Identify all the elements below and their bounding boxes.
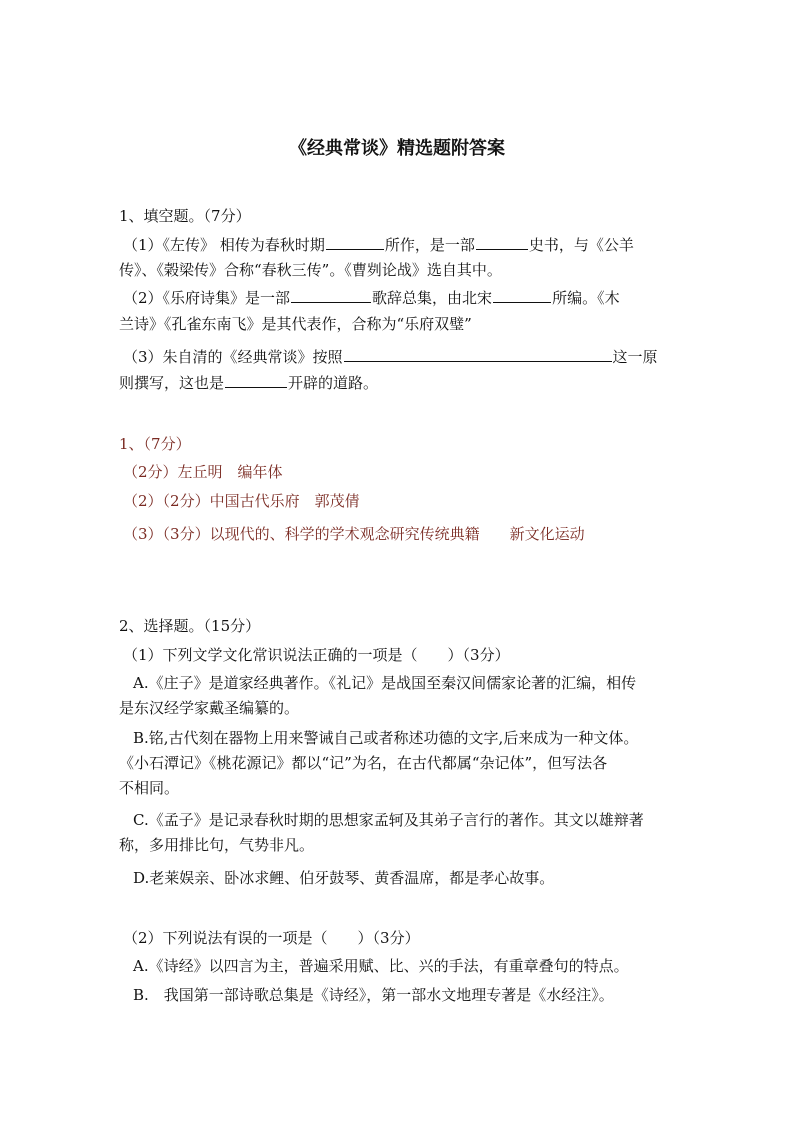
q1-part1-line2: 传》、《榖梁传》合称“春秋三传”。《曹刿论战》选自其中。 [119, 261, 502, 279]
q1-text: 这一原 [612, 348, 658, 366]
q1-text: 所编。《木 [552, 289, 620, 307]
q1-text: 史书，与《公羊 [528, 236, 634, 254]
q2-sub2-option-a: A.《诗经》以四言为主，普遍采用赋、比、兴的手法，有重章叠句的特点。 [133, 957, 629, 975]
q1-part3-line1 [119, 343, 678, 371]
q2-sub1-option-b-cont: 《小石潭记》《桃花源记》都以“记”为名，在古代都属“杂记体”，但写法各 [119, 754, 608, 772]
q2-sub1-option-d: D.老莱娱亲、卧冰求鲤、伯牙鼓琴、黄香温席，都是孝心故事。 [133, 869, 555, 887]
q2-sub1-option-a: A.《庄子》是道家经典著作。《礼记》是战国至秦汉间儒家论著的汇编，相传 [133, 674, 637, 692]
answer1-line3: （3）（3分）以现代的、科学的学术观念研究传统典籍 新文化运动 [123, 525, 585, 543]
q1-header: 1、填空题。（7分） [119, 207, 251, 225]
q1-text: 歌辞总集，由北宋 [372, 289, 493, 307]
q1-part1-line1 [119, 231, 678, 259]
q2-sub1-option-b: B.铭,古代刻在器物上用来警诫自己或者称述功德的文字,后来成为一种文体。 [133, 729, 639, 747]
q1-part2-line2: 兰诗》《孔雀东南飞》是其代表作，合称为“乐府双璧” [119, 315, 472, 333]
q1-text: （1）《左传》 相传为春秋时期 [123, 236, 325, 254]
blank-genre[interactable] [476, 231, 528, 250]
q2-sub1-option-b-cont2: 不相同。 [119, 779, 180, 797]
q2-sub1-stem: （1）下列文学文化常识说法正确的一项是（ ）（3分） [123, 646, 510, 664]
q1-text: （3）朱自清的《经典常谈》按照 [123, 348, 343, 366]
q1-text: 所作，是一部 [384, 236, 475, 254]
q2-sub1-option-c-cont: 称，多用排比句，气势非凡。 [119, 836, 315, 854]
q1-text: （2）《乐府诗集》是一部 [123, 289, 291, 307]
blank-author[interactable] [326, 231, 384, 250]
q2-header: 2、选择题。（15分） [119, 617, 261, 635]
blank-movement[interactable] [225, 369, 287, 388]
blank-principle[interactable] [344, 343, 612, 362]
answer1-line2: （2）（2分）中国古代乐府 郭茂倩 [123, 492, 360, 510]
q1-part3-line2 [119, 369, 674, 397]
blank-collection-type[interactable] [291, 284, 371, 303]
q2-sub1-option-a-cont: 是东汉经学家戴圣编纂的。 [119, 699, 300, 717]
answer1-line1: （2分）左丘明 编年体 [123, 463, 283, 481]
blank-editor[interactable] [493, 284, 551, 303]
q1-text: 则撰写，这也是 [119, 374, 225, 392]
answer1-header: 1、（7分） [119, 435, 191, 453]
q2-sub1-option-c: C.《孟子》是记录春秋时期的思想家孟轲及其弟子言行的著作。其文以雄辩著 [133, 811, 644, 829]
q1-part2-line1 [119, 284, 678, 312]
q1-text: 开辟的道路。 [288, 374, 379, 392]
document-title: 《经典常谈》精选题附答案 [289, 138, 505, 159]
q2-sub2-stem: （2）下列说法有误的一项是（ ）（3分） [123, 929, 420, 947]
q2-sub2-option-b: B. 我国第一部诗歌总集是《诗经》，第一部水文地理专著是《水经注》。 [133, 986, 614, 1004]
